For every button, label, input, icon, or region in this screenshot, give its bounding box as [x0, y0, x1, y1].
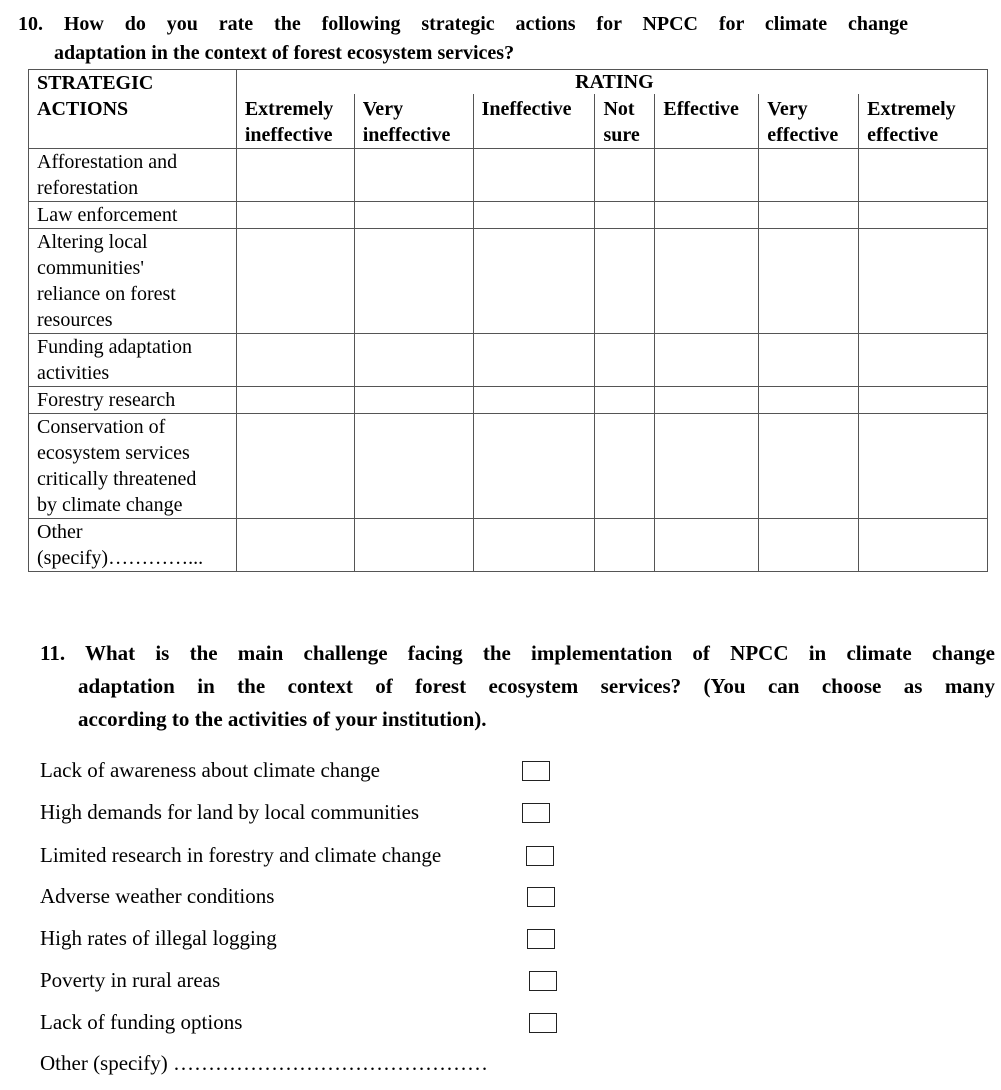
- rating-cell[interactable]: [655, 387, 759, 414]
- table-row: [29, 414, 988, 519]
- challenge-checkbox[interactable]: [529, 1013, 557, 1033]
- strategic-action-cell: [29, 149, 237, 202]
- strategic-action-label: critically threatened: [37, 468, 197, 490]
- rating-table: [28, 69, 988, 572]
- rating-cell[interactable]: [354, 519, 473, 572]
- rating-cell[interactable]: [354, 387, 473, 414]
- strategic-action-label: (specify)…………...: [37, 547, 204, 569]
- rating-cell[interactable]: [354, 229, 473, 334]
- rating-cell[interactable]: [859, 387, 988, 414]
- table-row: [29, 149, 988, 202]
- table-row: [29, 519, 988, 572]
- rating-cell[interactable]: [236, 414, 354, 519]
- strategic-actions-header: [29, 70, 237, 149]
- rating-cell[interactable]: [595, 334, 655, 387]
- rating-cell[interactable]: [859, 202, 988, 229]
- rating-table-body: [29, 149, 988, 572]
- rating-column-header: [473, 94, 595, 149]
- strategic-action-cell: [29, 202, 237, 229]
- rating-column-header-line1: Very: [767, 98, 808, 120]
- other-specify-blank[interactable]: ………………………………………: [172, 1051, 488, 1075]
- rating-cell[interactable]: [859, 519, 988, 572]
- rating-header: RATING: [236, 70, 987, 95]
- rating-cell[interactable]: [236, 334, 354, 387]
- strategic-action-label: Law enforcement: [37, 204, 178, 226]
- rating-cell[interactable]: [759, 387, 859, 414]
- challenge-checkbox[interactable]: [526, 846, 554, 866]
- rating-column-header: [354, 94, 473, 149]
- strategic-action-cell: [29, 387, 237, 414]
- rating-cell[interactable]: [236, 519, 354, 572]
- table-row: [29, 202, 988, 229]
- action-header-line2: ACTIONS: [37, 98, 129, 120]
- strategic-action-label: reliance on forest: [37, 283, 176, 305]
- strategic-action-cell: [29, 334, 237, 387]
- rating-column-header-line2: [663, 122, 755, 148]
- rating-cell[interactable]: [655, 414, 759, 519]
- rating-cell[interactable]: [236, 229, 354, 334]
- rating-cell[interactable]: [354, 414, 473, 519]
- challenge-option-label: High rates of illegal logging: [40, 926, 277, 950]
- strategic-action-label: Funding adaptation: [37, 336, 192, 358]
- rating-cell[interactable]: [473, 387, 595, 414]
- rating-cell[interactable]: [595, 414, 655, 519]
- rating-column-header-line1: Very: [362, 98, 404, 120]
- rating-column-header-line2: effective: [867, 124, 939, 146]
- rating-cell[interactable]: [859, 149, 988, 202]
- question-11-text-line1: 11. What is the main challenge facing the implementation of NPCC in climate change: [40, 641, 995, 665]
- table-row: [29, 387, 988, 414]
- rating-cell[interactable]: [473, 334, 595, 387]
- strategic-action-label: Other: [37, 521, 83, 543]
- rating-cell[interactable]: [859, 414, 988, 519]
- rating-cell[interactable]: [595, 149, 655, 202]
- rating-cell[interactable]: [354, 334, 473, 387]
- rating-column-header-line1: Extremely: [867, 98, 956, 120]
- rating-column-header-line2: ineffective: [362, 124, 451, 146]
- challenge-checkbox[interactable]: [522, 803, 550, 823]
- challenge-option-label: Lack of funding options: [40, 1010, 243, 1034]
- strategic-action-label: activities: [37, 362, 110, 384]
- rating-column-header-line1: Ineffective: [481, 98, 572, 120]
- rating-cell[interactable]: [655, 229, 759, 334]
- strategic-action-cell: [29, 229, 237, 334]
- rating-cell[interactable]: [473, 414, 595, 519]
- rating-cell[interactable]: [354, 149, 473, 202]
- rating-cell[interactable]: [595, 519, 655, 572]
- rating-cell[interactable]: [759, 334, 859, 387]
- question-11: [40, 637, 995, 736]
- strategic-action-label: Afforestation and: [37, 151, 178, 173]
- question-11-text-line2: adaptation in the context of forest ecosystem services? (You can choose as many: [78, 674, 995, 698]
- challenge-checkbox[interactable]: [529, 971, 557, 991]
- rating-column-header-line1: Not: [603, 98, 635, 120]
- other-specify-label: Other (specify): [40, 1051, 173, 1075]
- rating-column-header: [859, 94, 988, 149]
- rating-cell[interactable]: [473, 229, 595, 334]
- rating-cell[interactable]: [595, 202, 655, 229]
- question-10-text-line2: adaptation in the context of forest ecosystem services?: [54, 42, 515, 64]
- rating-cell[interactable]: [473, 149, 595, 202]
- rating-column-header: [236, 94, 354, 149]
- rating-cell[interactable]: [655, 202, 759, 229]
- challenge-option-label: Lack of awareness about climate change: [40, 758, 380, 782]
- question-10-text-line1: 10. How do you rate the following strategic actions for NPCC for climate change: [18, 13, 908, 35]
- rating-cell[interactable]: [859, 229, 988, 334]
- rating-cell[interactable]: [473, 519, 595, 572]
- rating-column-header: [759, 94, 859, 149]
- rating-cell[interactable]: [759, 149, 859, 202]
- rating-cell[interactable]: [759, 229, 859, 334]
- other-specify-row: [40, 1050, 488, 1076]
- table-row: [29, 229, 988, 334]
- rating-column-header-line2: [482, 122, 592, 148]
- challenge-option-label: High demands for land by local communities: [40, 800, 420, 824]
- rating-cell[interactable]: [759, 202, 859, 229]
- rating-column-header-line1: Extremely: [244, 98, 334, 120]
- strategic-action-cell: [29, 519, 237, 572]
- rating-cell[interactable]: [655, 334, 759, 387]
- rating-cell[interactable]: [236, 202, 354, 229]
- strategic-action-label: reforestation: [37, 177, 139, 199]
- rating-column-header-line2: sure: [603, 124, 640, 146]
- rating-column-header: [595, 94, 655, 149]
- challenge-option-label: Limited research in forestry and climate change: [40, 843, 442, 867]
- strategic-action-label: resources: [37, 309, 113, 331]
- action-header-line1: STRATEGIC: [37, 72, 154, 94]
- rating-cell[interactable]: [759, 519, 859, 572]
- rating-column-header-line1: Effective: [663, 98, 739, 120]
- rating-cell[interactable]: [473, 202, 595, 229]
- rating-cell[interactable]: [354, 202, 473, 229]
- rating-cell[interactable]: [655, 519, 759, 572]
- rating-cell[interactable]: [236, 149, 354, 202]
- strategic-action-label: Altering local: [37, 231, 148, 253]
- strategic-action-label: Conservation of: [37, 416, 166, 438]
- rating-cell[interactable]: [655, 149, 759, 202]
- strategic-action-label: Forestry research: [37, 389, 176, 411]
- challenge-checkbox[interactable]: [527, 887, 555, 907]
- strategic-action-cell: [29, 414, 237, 519]
- challenge-option-label: Adverse weather conditions: [40, 884, 275, 908]
- question-11-text-line3: according to the activities of your institution).: [78, 707, 487, 731]
- question-10: [18, 10, 908, 68]
- challenge-checkbox[interactable]: [522, 761, 550, 781]
- rating-cell[interactable]: [595, 229, 655, 334]
- challenge-checkbox[interactable]: [527, 929, 555, 949]
- challenge-option-label: Poverty in rural areas: [40, 968, 221, 992]
- rating-column-header-line2: ineffective: [244, 124, 333, 146]
- rating-cell[interactable]: [859, 334, 988, 387]
- rating-cell[interactable]: [759, 414, 859, 519]
- rating-cell[interactable]: [595, 387, 655, 414]
- strategic-action-label: by climate change: [37, 494, 183, 516]
- rating-column-header: [655, 94, 759, 149]
- rating-column-header-line2: effective: [767, 124, 839, 146]
- rating-cell[interactable]: [236, 387, 354, 414]
- table-row: [29, 334, 988, 387]
- strategic-action-label: communities': [37, 257, 144, 279]
- strategic-action-label: ecosystem services: [37, 442, 190, 464]
